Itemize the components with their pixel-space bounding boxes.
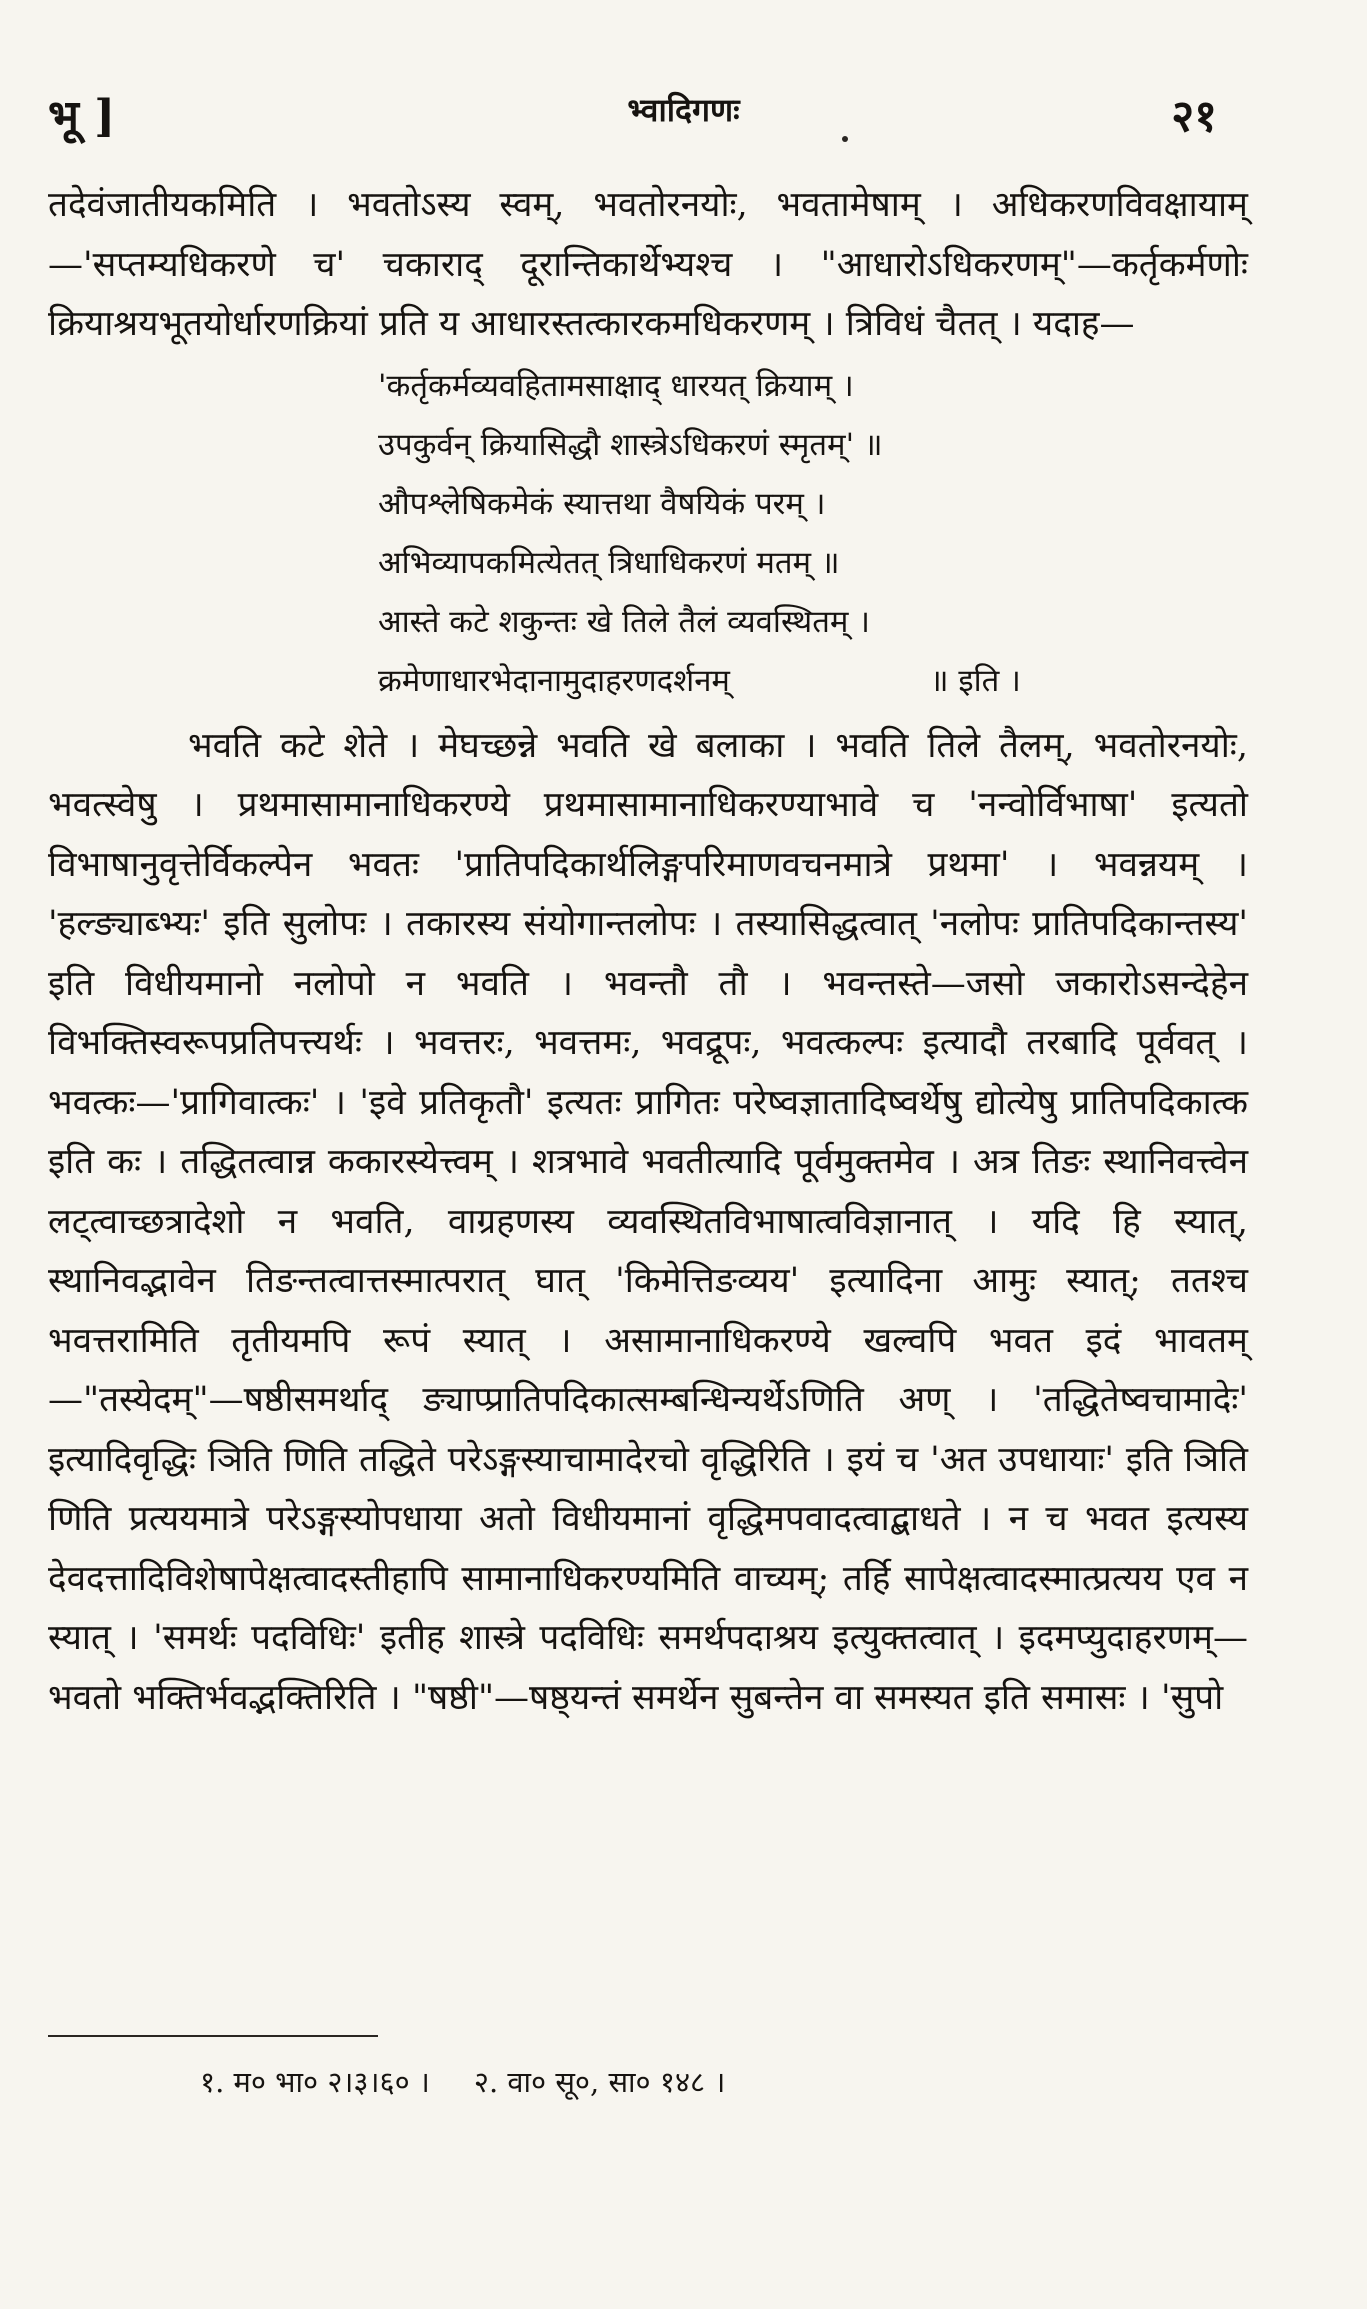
verse-line-5: आस्ते कटे शकुन्तः खे तिले तैलं व्यवस्थितम् । <box>378 603 871 640</box>
verse-line-3: औपश्लेषिकमेकं स्यात्तथा वैषयिकं परम् । <box>378 485 826 522</box>
verse-line-6 <box>378 652 1248 711</box>
footnote-divider <box>48 2035 378 2037</box>
verse-line-4: अभिव्यापकमित्येतत् त्रिधाधिकरणं मतम् ॥ <box>378 544 840 581</box>
section-marker: भू ] <box>48 91 116 142</box>
page-number: २१ <box>1171 91 1217 142</box>
verse-end: ॥ इति । <box>929 662 1021 699</box>
footnote-2: २. वा० सू०, सा० १४८ । <box>473 2065 726 2099</box>
paragraph-1: तदेवंजातीयकमिति । भवतोऽस्य स्वम्, भवतोरनयोः, भवतामेषाम् । अधिकरणविवक्षायाम्—'सप्तम्यधिकरणे च' चकाराद् दूरान्तिकार्थेभ्यश्च । "आधारोऽधिकरणम्"—कर्तृकर्मणोः क्रियाश्रयभूतयोर्धारणक्रियां प्रति य आधारस्तत्कारकमधिकरणम् । त्रिविधं चैतत् । यदाह— <box>48 185 1248 344</box>
footnote-1: १. म० भा० २।३।६० । <box>200 2065 430 2099</box>
footnotes <box>200 2062 725 2101</box>
chapter-title: भ्वादिगणः <box>627 91 740 129</box>
verse-line-2: उपकुर्वन् क्रियासिद्धौ शास्त्रेऽधिकरणं स्मृतम्' ॥ <box>378 426 883 463</box>
ink-speck <box>842 136 848 142</box>
paragraph-2: भवति कटे शेते । मेघच्छन्ने भवति खे बलाका । भवति तिले तैलम्, भवतोरनयोः, भवत्स्वेषु । प्रथमासामानाधिकरण्ये प्रथमासामानाधिकरण्याभावे च 'नन्वोर्विभाषा' इत्यतो विभाषानुवृत्तेर्विकल्पेन भवतः 'प्रातिपदिकार्थलिङ्गपरिमाणवचनमात्रे प्रथमा' । भवन्नयम् । 'हल्ङ्याब्भ्यः' इति सुलोपः । तकारस्य संयोगान्तलोपः । तस्यासिद्धत्वात् 'नलोपः प्रातिपदिकान्तस्य' इति विधीयमानो नलोपो न भवति । भवन्तौ तौ । भवन्तस्ते—जसो जकारोऽसन्देहेन विभक्तिस्वरूपप्रतिपत्त्यर्थः । भवत्तरः, भवत्तमः, भवद्रूपः, भवत्कल्पः इत्यादौ तरबादि पूर्ववत् । भवत्कः—'प्रागिवात्कः' । 'इवे प्रतिकृतौ' इत्यतः प्रागितः परेष्वज्ञातादिष्वर्थेषु द्योत्येषु प्रातिपदिकात्क इति कः । तद्धितत्वान्न ककारस्येत्त्वम् । शत्रभावे भवतीत्यादि पूर्वमुक्तमेव । अत्र तिङः स्थानिवत्त्वेन लट्त्वाच्छत्रादेशो न भवति, वाग्रहणस्य व्यवस्थितविभाषात्वविज्ञानात् । यदि हि स्यात्, स्थानिवद्भावेन तिङन्तत्वात्तस्मात्परात् घात् 'किमेत्तिङव्यय' इत्यादिना आमुः स्यात्; ततश्च भवत्तरामिति तृतीयमपि रूपं स्यात् । असामानाधिकरण्ये खल्वपि भवत इदं भावतम्—"तस्येदम्"—षष्ठीसमर्थाद् ङ्याप्प्रातिपदिकात्सम्बन्धिन्यर्थेऽणिति अण् । 'तद्धितेष्वचामादेः' इत्यादिवृद्धिः ञिति णिति तद्धिते परेऽङ्गस्याचामादेरचो वृद्धिरिति । इयं च 'अत उपधायाः' इति ञिति णिति प्रत्ययमात्रे परेऽङ्गस्योपधाया अतो विधीयमानां वृद्धिमपवादत्वाद्बाधते । न च भवत इत्यस्य देवदत्तादिविशेषापेक्षत्वादस्तीहापि सामानाधिकरण्यमिति वाच्यम्; तर्हि सापेक्षत्वादस्मात्प्रत्यय एव न स्यात् । 'समर्थः पदविधिः' इतीह शास्त्रे पदविधिः समर्थपदाश्रय इत्युक्तत्वात् । इदमप्युदाहरणम्—भवतो भक्तिर्भवद्भक्तिरिति । "षष्ठी"—षष्ठ्यन्तं समर्थेन सुबन्तेन वा समस्यत इति समासः । 'सुपो <box>48 725 1248 1718</box>
verse-block <box>48 357 1248 711</box>
body-text <box>48 176 1248 1728</box>
running-header <box>0 80 1367 140</box>
verse-line-1: 'कर्तृकर्मव्यवहितामसाक्षाद् धारयत् क्रियाम् । <box>378 367 854 404</box>
verse-line-6-text: क्रमेणाधारभेदानामुदाहरणदर्शनम् <box>378 662 730 699</box>
